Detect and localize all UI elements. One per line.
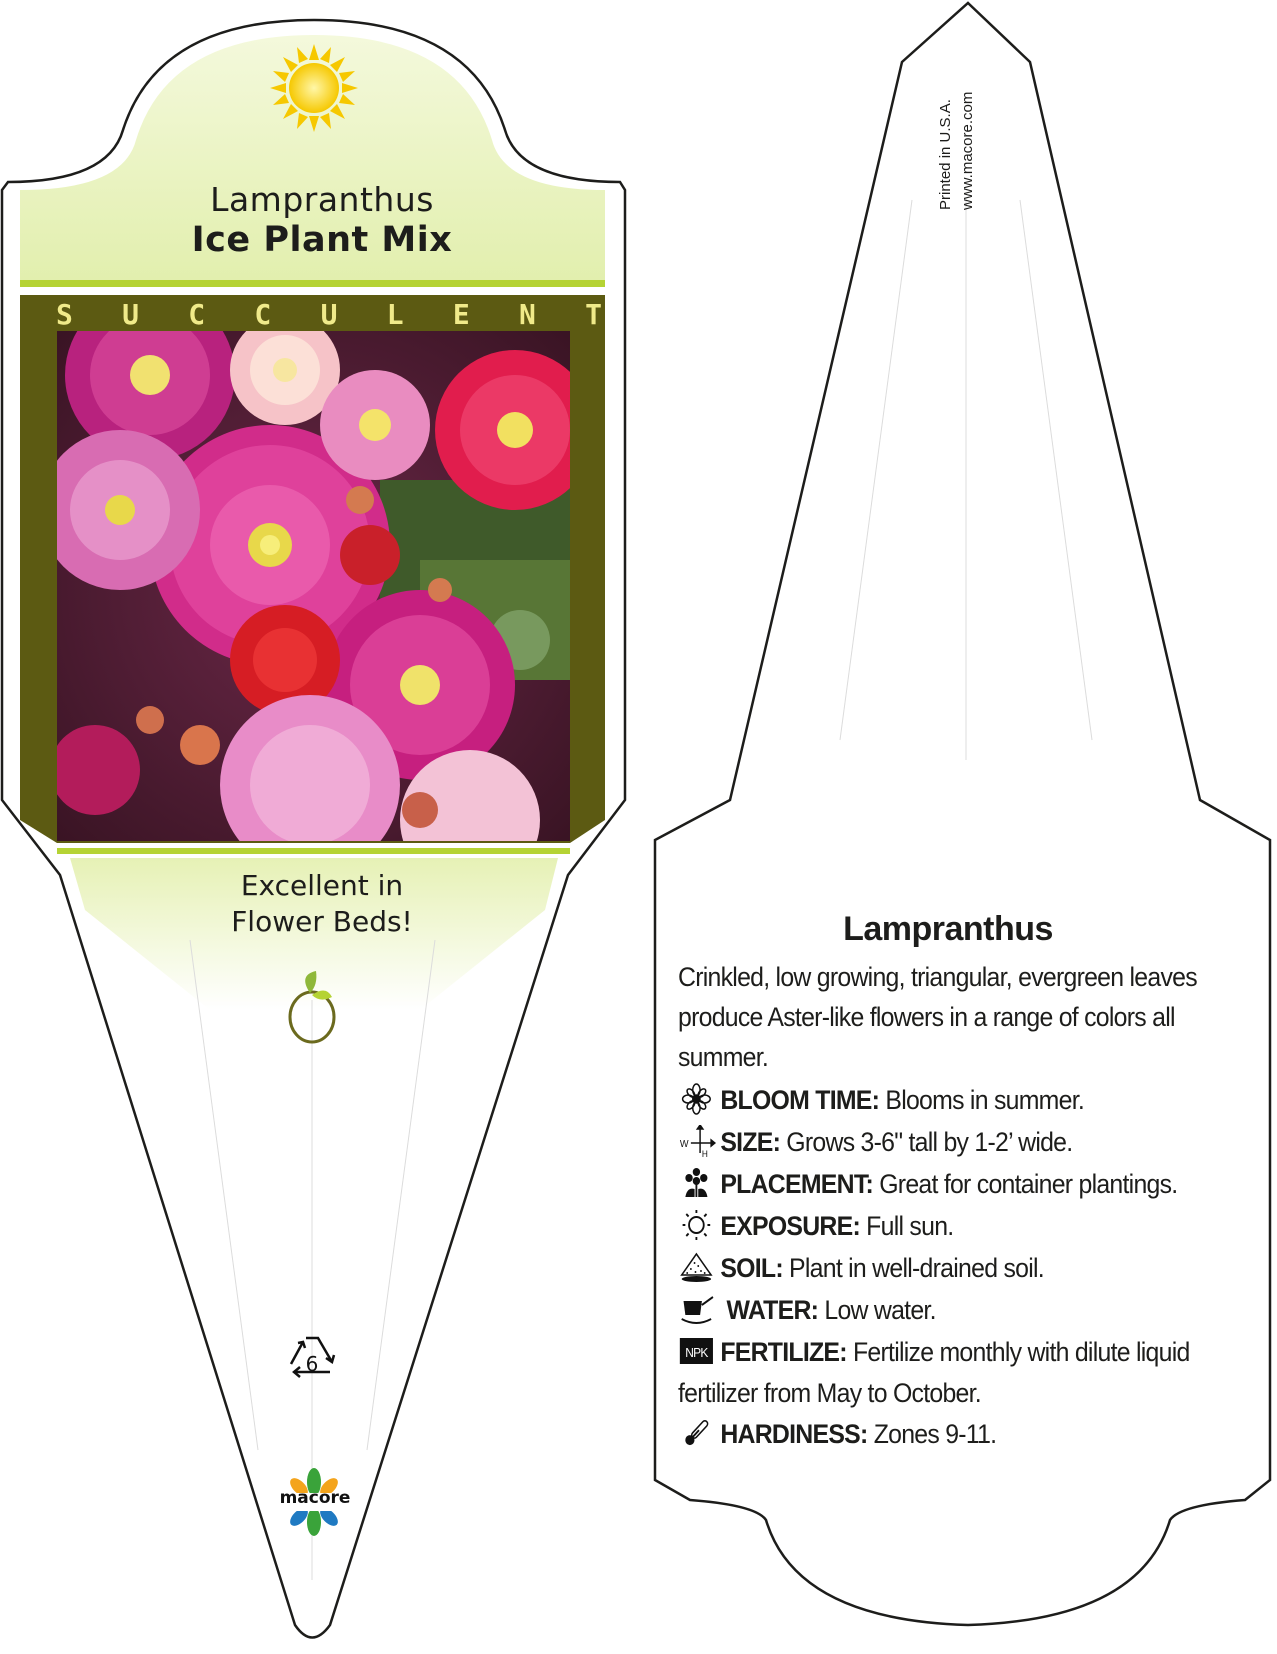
npk-text: NPK — [685, 1345, 708, 1361]
soil-text: Plant in well-drained soil. — [789, 1253, 1044, 1283]
flower-photo — [40, 290, 595, 890]
care-row-soil — [678, 1247, 1221, 1289]
category-letter: S — [56, 297, 73, 331]
care-row-fertilize — [678, 1331, 1221, 1373]
sun-icon — [270, 44, 358, 132]
care-row-exposure — [678, 1205, 1221, 1247]
npk-icon — [678, 1335, 717, 1367]
fertilize-text-continued: fertilizer from May to October. — [678, 1378, 981, 1408]
watering-can-icon — [678, 1293, 717, 1325]
care-row-placement — [678, 1163, 1221, 1205]
category-letter: C — [188, 297, 206, 331]
placement-text: Great for container plantings. — [879, 1169, 1178, 1199]
size-h-label: H — [701, 1148, 708, 1157]
title-band-rule — [20, 280, 605, 287]
size-w-label: W — [679, 1138, 688, 1151]
exposure-label: EXPOSURE: — [720, 1211, 861, 1241]
care-row-hardiness — [678, 1413, 1221, 1455]
soil-icon — [678, 1251, 717, 1283]
size-label: SIZE: — [720, 1127, 781, 1157]
care-row-bloom — [678, 1079, 1221, 1121]
category-letter: L — [386, 297, 404, 331]
plant-description: Crinkled, low growing, triangular, evergreen leaves produce Aster-like flowers in a range of colors all summer. — [678, 962, 1197, 1072]
plant-genus-title: Lampranthus — [210, 180, 434, 219]
tagline — [60, 868, 584, 940]
hardiness-text: Zones 9-11. — [873, 1419, 997, 1449]
placement-label: PLACEMENT: — [720, 1169, 874, 1199]
category-letter: T — [585, 297, 602, 331]
size-text: Grows 3-6" tall by 1-2’ wide. — [786, 1127, 1073, 1157]
website-label: www.macore.com — [959, 91, 976, 210]
care-info — [678, 910, 1218, 1455]
tagline-band-rule — [57, 848, 570, 854]
brand-wordmark: macore — [279, 1488, 351, 1508]
recycle-number: 6 — [305, 1352, 319, 1376]
placement-plants-icon — [678, 1167, 717, 1199]
bloom-label: BLOOM TIME: — [720, 1085, 880, 1115]
exposure-text: Full sun. — [866, 1211, 954, 1241]
plant-variety-title: Ice Plant Mix — [191, 220, 453, 260]
size-arrows-icon — [678, 1125, 717, 1157]
category-banner — [20, 296, 624, 332]
back-title: Lampranthus — [843, 910, 1053, 948]
printed-in-label: Printed in U.S.A. — [937, 99, 954, 210]
soil-label: SOIL: — [720, 1253, 783, 1283]
category-letter: U — [320, 297, 338, 331]
bloom-text: Blooms in summer. — [885, 1085, 1085, 1115]
thermometer-icon — [678, 1417, 717, 1449]
printer-credits — [935, 50, 985, 210]
tagline-line-1: Excellent in — [240, 869, 404, 902]
category-letter: U — [122, 297, 139, 331]
fertilize-text: Fertilize monthly with dilute liquid — [852, 1337, 1190, 1367]
hardiness-label: HARDINESS: — [720, 1419, 868, 1449]
category-letter: E — [452, 297, 470, 331]
fertilize-label: FERTILIZE: — [720, 1337, 847, 1367]
care-row-size — [678, 1121, 1221, 1163]
tagline-line-2: Flower Beds! — [231, 905, 413, 938]
water-text: Low water. — [824, 1295, 936, 1325]
category-letter: N — [518, 297, 536, 331]
care-row-water — [678, 1289, 1221, 1331]
flower-icon — [678, 1083, 717, 1115]
water-label: WATER: — [726, 1295, 819, 1325]
sun-outline-icon — [678, 1209, 717, 1241]
category-letter: C — [254, 297, 272, 331]
